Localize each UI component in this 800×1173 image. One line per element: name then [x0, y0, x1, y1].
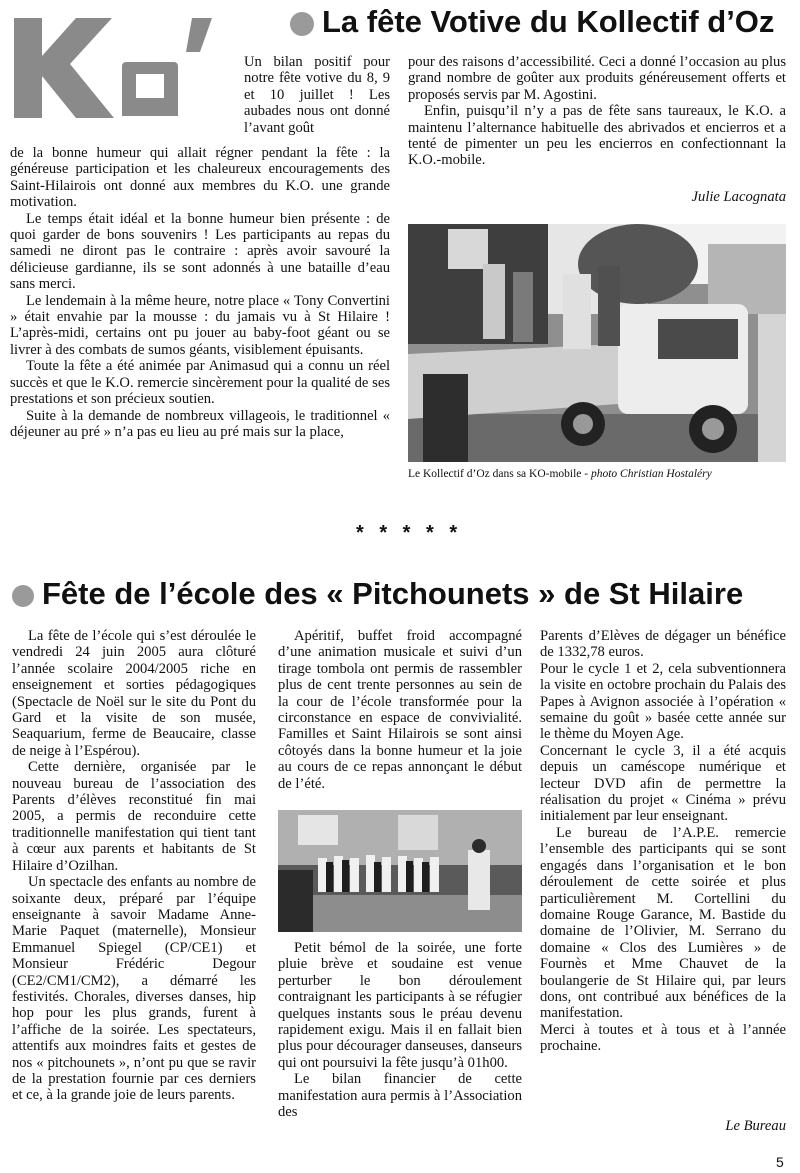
article2-title: Fête de l’école des « Pitchounets » de St Hilaire	[12, 576, 743, 612]
ko-logo	[14, 18, 214, 118]
ko-mobile-photo	[408, 224, 786, 462]
article1-intro: Un bilan positif pour notre fête votive du 8, 9 et 10 juillet ! Les aubades nous ont donné l’avant goût	[244, 54, 390, 136]
logo-apostrophe	[186, 18, 212, 52]
school-party-photo	[278, 810, 522, 932]
article2-column3: Parents d’Elèves de dégager un bénéfice de 1332,78 euros. Pour le cycle 1 et 2, cela subventionnera la visite en octobre prochain du Palais des Papes à Avignon associée à l’opération « semaine du goût » basée cette année sur le thème du Moyen Age. Concernant le cycle 3, il a été acquis depuis un caméscope numérique et lecteur DVD afin de permettre la réalisation du projet « Cinéma » prévu initialement par leur enseignant. Le bureau de l’A.P.E. remercie l’ensemble des participants qui se sont engagés dans l’organisation et le bon déroulement de cette soirée et plus particulièrement M. Cortellini du domaine Rouge Garance, M. Bastide du domaine de l’Olivier, M. Serrano du domaine « Clos des Lumières » de Fournès et Mme Chauvet de la boulangerie de St Hilaire qui, par leurs dons, ont contribué aux bénéfices de la manifestation. Merci à toutes et à tous et à l’année prochaine.	[540, 628, 786, 1055]
article2-column2-top: Apéritif, buffet froid accompagné d’une animation musicale et suivi d’un tirage tombola ont permis de rassembler plus de cent trente personnes au sein de la cour de l’école transformée pour la circonstance en espace de convivialité. Familles et Saint Hilairois se sont ainsi côtoyés dans la bonne humeur et la joie au cours de ce repas annonçant le début de l’été.	[278, 628, 522, 792]
article2-column1: La fête de l’école qui s’est déroulée le vendredi 24 juin 2005 aura clôturé l’année scolaire 2004/2005 riche en enseignement et sorties pédagogiques (Spectacle de Noël sur le site du Pont du Gard et la visite de son musée, Seaquarium, ferme de Beaucaire, classe de neige à l’Espérou). Cette dernière, organisée par le nouveau bureau de l’association des Parents d’élèves reconstitué fin mai 2005, a permis de reconduire cette traditionnelle manifestation qui tient tant à cœur aux parents et habitants de St Hilaire d’Ozilhan. Un spectacle des enfants au nombre de soixante deux, préparé par l’équipe enseignante à savoir Madame Anne-Marie Paquet (maternelle), Monsieur Emmanuel Spiegel (CP/CE1) et Monsieur Frédéric Degour (CE2/CM1/CM2), a démarré les festivités. Chorales, diverses danses, hip hop pour les plus grands, furent à l’affiche de la soirée. Les spectateurs, attentifs aux moindres faits et gestes de nos « pitchounets », n’ont pu que se ravir de la prestation fournie par ces derniers et ce, à la grande joie de leurs parents.	[12, 628, 256, 1104]
section-separator: * * * * *	[356, 522, 463, 544]
bullet-dot-icon	[12, 585, 34, 607]
page-number: 5	[776, 1154, 784, 1170]
article1-signature: Julie Lacognata	[691, 189, 786, 205]
logo-letter-k	[14, 18, 114, 118]
article1-title: La fête Votive du Kollectif d’Oz	[290, 4, 774, 40]
bullet-dot-icon	[290, 12, 314, 36]
article2-column2-bottom: Petit bémol de la soirée, une forte pluie brève et soudaine est venue perturber le bon déroulement contraignant les participants à se réfugier quelques instants sous le préau devenu rapidement exigu. Mais il en fallait bien plus pour décourager danseuses, danseurs qui ont poursuivi la fête jusqu’à 01h00. Le bilan financier de cette manifestation aura permis à l’Association des	[278, 940, 522, 1121]
article1-column2: pour des raisons d’accessibilité. Ceci a donné l’occasion au plus grand nombre de goûter aux produits généreusement offerts et proposés servis par M. Agostini. Enfin, puisqu’il n’y a pas de fête sans taureaux, le K.O. a maintenu l’alternance habituelle des abrivados et encierros et a tenté de pimenter un peu les encierros en confectionnant la K.O.-mobile.	[408, 54, 786, 169]
article1-column1: de la bonne humeur qui allait régner pendant la fête : la généreuse participation et les chaleureux encouragements des Saint-Hilairois ont donné aux membres du K.O. une grande motivation. Le temps était idéal et la bonne humeur bien présente : de quoi garder de bons souvenirs ! Les participants au repas du samedi ne diront pas le contraire : après avoir savouré la délicieuse gardianne, ils se sont adonnés à une bataille d’eau sans merci. Le lendemain à la même heure, notre place « Tony Convertini » était envahie par la mousse : du jamais vu à St Hilaire ! L’après-midi, certains ont pu jouer au baby-foot géant ou se livrer à des combats de sumos géants, visiblement épuisants. Toute la fête a été animée par Animasud qui a connu un réel succès et que le K.O. remercie sincèrement pour la qualité de ses prestations et son précieux soutien. Suite à la demande de nombreux villageois, le traditionnel « déjeuner au pré » n’a pas eu lieu au pré mais sur la place,	[10, 145, 390, 440]
article2-signature: Le Bureau	[725, 1118, 786, 1134]
photo1-caption: Le Kollectif d’Oz dans sa KO-mobile - photo Christian Hostaléry	[408, 468, 712, 480]
logo-letter-o	[122, 62, 178, 116]
